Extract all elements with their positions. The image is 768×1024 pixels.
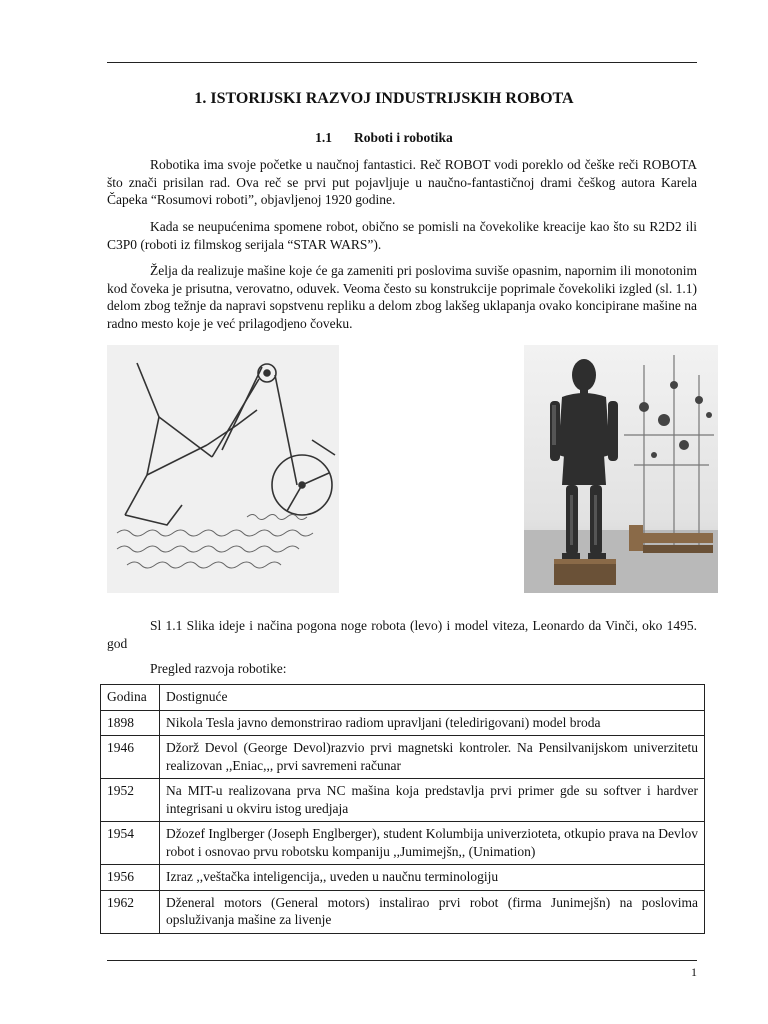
paragraph-robot-perception: Kada se neupućenima spomene robot, obično se pomisli na čovekolike kreacije kao što su R2D2 ili C3P0 (roboti iz filmskog serijala “STAR WARS”). [107, 219, 697, 252]
table-row [101, 736, 705, 779]
section-number: 1.1 [315, 130, 333, 145]
year-cell: 1962 [101, 890, 160, 933]
year-cell: 1956 [101, 865, 160, 891]
year-cell: 1954 [101, 822, 160, 865]
section-heading [0, 130, 768, 146]
page-number: 1 [691, 965, 697, 979]
table-row [101, 865, 705, 891]
year-cell: 1952 [101, 779, 160, 822]
section-title: Roboti i robotika [354, 130, 453, 145]
paragraph-robot-origin: Robotika ima svoje početke u naučnoj fantastici. Reč ROBOT vodi poreklo od češke reči ROBOTA što znači prisilan rad. Ova reč se prvi put pojavljuje u naučno-fantastičnoj drami češkog autora Karela Čapeka “Rosumovi roboti”, objavljenoj 1920 godine. [107, 157, 697, 207]
table-header-row [101, 685, 705, 711]
table-row [101, 822, 705, 865]
achievement-cell: Na MIT-u realizovana prva NC mašina koja predstavlja prvi primer gde su softver i hardver integrisani u okviru istog uredjaja [160, 779, 705, 822]
header-rule [107, 62, 697, 63]
robotics-history-table [100, 684, 705, 934]
achievement-cell: Nikola Tesla javno demonstrirao radiom upravljani (teledirigovani) model broda [160, 710, 705, 736]
column-header-achievement: Dostignuće [160, 685, 705, 711]
table-row [101, 890, 705, 933]
table-row [101, 779, 705, 822]
table-row [101, 710, 705, 736]
year-cell: 1946 [101, 736, 160, 779]
knight-model-image [524, 345, 718, 593]
table-intro: Pregled razvoja robotike: [150, 661, 287, 676]
figure-caption: Sl 1.1 Slika ideje i načina pogona noge robota (levo) i model viteza, Leonardo da Vinči, oko 1495. god [107, 618, 697, 651]
leonardo-sketch-image [107, 345, 339, 593]
paragraph-human-replacement: Želja da realizuje mašine koje će ga zameniti pri poslovima suviše opasnim, napornim ili monotonim kod čoveka je prisutna, verovatno, oduvek. Veoma često su konstrukcije poprimale čovekoliki izgled (sl. 1.1) delom zbog težnje da napravi sopstvenu repliku a delom zbog lakšeg uklapanja ovako koncipirane mašine na radno mesto koje je već prilagodjeno čoveku. [107, 263, 697, 331]
achievement-cell: Dženeral motors (General motors) instalirao prvi robot (firma Junimejšn) na poslovima opsluživanja mašine za livenje [160, 890, 705, 933]
achievement-cell: Izraz ,,veštačka inteligencija,, uveden u naučnu terminologiju [160, 865, 705, 891]
achievement-cell: Džorž Devol (George Devol)razvio prvi magnetski kontroler. Na Pensilvanijskom univerzitetu realizovan ,,Eniac,,, prvi savremeni računar [160, 736, 705, 779]
column-header-year: Godina [101, 685, 160, 711]
chapter-title: 1. ISTORIJSKI RAZVOJ INDUSTRIJSKIH ROBOTA [194, 90, 574, 107]
achievement-cell: Džozef Inglberger (Joseph Englberger), student Kolumbija univerzioteta, otkupio prava na Devlov robot i osnovao prvu robotsku kompaniju ,,Jumimejšn,, (Unimation) [160, 822, 705, 865]
year-cell: 1898 [101, 710, 160, 736]
footer-rule [107, 960, 697, 961]
